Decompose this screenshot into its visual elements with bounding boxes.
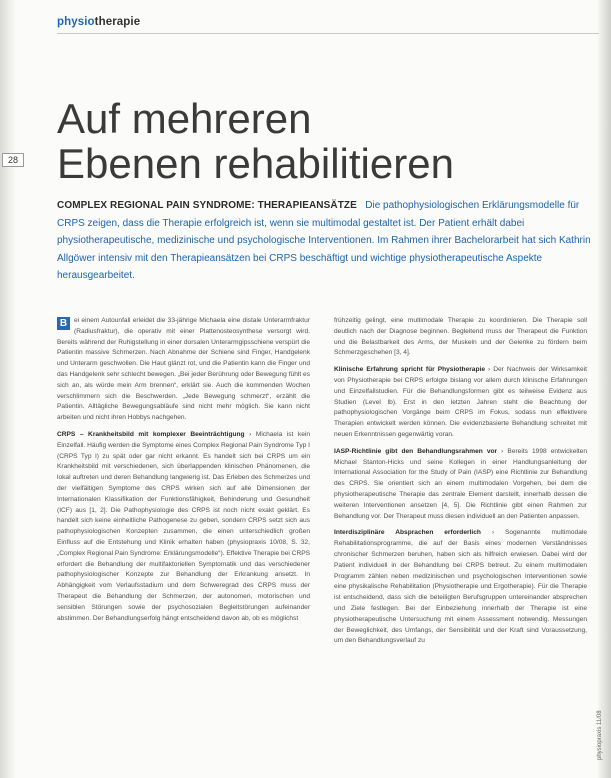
- page-number: 28: [2, 153, 24, 167]
- paragraph-heading: Interdisziplinäre Absprachen erforderlich: [334, 529, 481, 537]
- article-title: [57, 96, 577, 186]
- paragraph-heading: IASP-Richtlinie gibt den Behandlungsrahmen vor: [334, 447, 498, 455]
- paragraph-heading: CRPS – Krankheitsbild mit komplexer Beeinträchtigung: [57, 430, 245, 438]
- paragraph-text: ei einem Autounfall erleidet die 33-jährige Michaela eine distale Unterarmfraktur (Radiusfraktur), die operativ mit einer Plattenosteosynthese versorgt wird. Bereits während der Ruhigstellung in einer dorsalen Unterarmgipsschiene verspürt die Patientin massive Schmerzen. Nach Abnahme der Schiene sind Finger, Handgelenk und Unterarm geschwollen. Die Haut glänzt rot, und die Patientin kann die Finger und das Handgelenk sehr schlecht bewegen. „Bei jeder Berührung oder Bewegung fühlt es sich an, als würde mein Arm brennen“, erklärt sie. Auch die kommenden Wochen verschlimmern sich die Beschwerden. „Jede Bewegung schmerzt“, erzählt die Patientin. Alltägliche Bewegungsabläufe sind nicht mehr möglich. Sie kann nicht arbeiten und nicht ihren Hobbys nachgehen.: [57, 317, 310, 422]
- page-edge-shadow: [597, 0, 611, 778]
- paragraph-text: Sogenannte multimodale Rehabilitationsprogramme, die auf der Basis eines modernen Verständnisses chronischer Schmerzen beruhen, haben sich als hilfreich erwiesen. Dabei wird der Patient individuell in der Behandlung bei CRPS betreut. Zu einem multimodalen Programm zählen neben medizinischen und psychologischen Interventionen sowie eine physikalische Rehabilitation (Physiotherapie und Ergotherapie). Für die Therapie ist entscheidend, dass sich die beteiligten Berufsgruppen untereinander absprechen und Ziele festlegen. Bei der Einbeziehung innerhalb der Therapie ist eine physiotherapeutische Untersuchung mit einem Assessment notwendig. Messungen der Beweglichkeit, des Umfangs, der Sensibilität und der Kraft sind Voraussetzung, um den Behandlungsverlauf zu: [334, 529, 588, 645]
- lead-text: Die pathophysiologischen Erklärungsmodelle für CRPS zeigen, dass die Therapie erfolgreich ist, wenn sie multimodal gestaltet ist. Der Patient erhält dabei physiotherapeutische, medizinische und psychologische Interventionen. Im Rahmen ihrer Bachelorarbeit hat sich Kathrin Allgöwer intensiv mit den Therapieansätzen bei CRPS beschäftigt und wichtige physiotherapeutische Aspekte herausgearbeitet.: [57, 200, 591, 282]
- page-gutter-shadow: [0, 0, 16, 778]
- heading-arrow: ›: [249, 430, 256, 438]
- paragraph: [57, 316, 310, 424]
- paragraph-text: Bereits 1998 entwickelten Michael Stanton-Hicks und seine Kollegen in einer Handlungsanleitung der International Association for the Study of Pain (IASP) eine Richtlinie zur Behandlung des CRPS. Sie orientiert sich an einem multimodalen Vorgehen, bei dem die physiotherapeutische Therapie das zentrale Element darstellt, innerhalb dessen die weiteren Interventionen ansetzen [4, 5]. Die Richtlinie gibt einen Rahmen zur Behandlung vor. Der Therapeut muss diesen individuell an den Patienten anpassen.: [334, 447, 587, 520]
- heading-arrow: ›: [501, 447, 508, 455]
- title-line-1: Auf mehreren: [57, 95, 312, 142]
- section-label-suffix: therapie: [94, 16, 141, 28]
- header-rule: [57, 33, 599, 34]
- paragraph-text: Der Nachweis der Wirksamkeit von Physiotherapie bei CRPS erfolgte bislang vor allem durch klinische Erfahrungen und Einzelfallstudien. Für die Behandlungsformen gibt es teilweise Evidenz aus Studien (Level Ib). Erst in den letzten Jahren steht die Beachtung der pathophysiologischen Vorgänge beim CRPS im Fokus, sodass nun effektivere Therapien entwickelt werden können. Die evidenzbasierte Behandlung schreitet mit neuen Erkenntnissen gegenwärtig voran.: [334, 366, 587, 438]
- heading-arrow: ›: [491, 529, 505, 537]
- left-column: [57, 316, 310, 630]
- margin-note: [597, 690, 607, 760]
- lead-kicker: COMPLEX REGIONAL PAIN SYNDROME: THERAPIEANSÄTZE: [57, 200, 357, 211]
- margin-note-text: physiopraxis 11/08: [597, 710, 603, 760]
- drop-cap: B: [57, 317, 70, 330]
- heading-arrow: ›: [488, 366, 494, 374]
- section-label: [57, 16, 140, 28]
- section-label-prefix: physio: [57, 16, 95, 28]
- paragraph-text: Michaela ist kein Einzelfall. Häufig werden die Symptome eines Complex Regional Pain Syndrome Typ I (CRPS Typ I) zu spät oder gar nicht erkannt. Es handelt sich bei CRPS um ein Krankheitsbild mit verschiedenen, sich überlappenden klinischen Phänomenen, die lokal auftreten und deren Behandlung langwierig ist. Das Erleben des Schmerzes und der vielfältigen Symptome des CRPS wirken sich auf alle Dimensionen der Internationalen Klassifikation der Funktionsfähigkeit, Behinderung und Gesundheit (ICF) aus [1, 2]. Die Pathophysiologie des CRPS ist noch nicht exakt geklärt. Es handelt sich keine einheitliche Pathogenese zu geben, sondern CRPS setzt sich aus pathophysiologischen Konzepten zusammen, die einen unterschiedlich großen Einfluss auf die Entstehung und Klinik erhalten haben (physiopraxis 10/08, S. 32, „Complex Regional Pain Syndrome: Erklärungsmodelle“). Effektive Therapie bei CRPS erfordert die Behandlung der multifaktoriellen Symptomatik und das verschiedener pathophysiologischer Konzepte zur Behandlung der Erkrankung ansetzt. In Abhängigkeit vom Verlaufsstadium und dem Schweregrad des CRPS muss der Therapeut die Behandlung der Schmerzen, der autonomen, motorischen und sensiblen Störungen sowie der psychosozialen Begleitstörungen aufeinander abstimmen. Der Behandlungserfolg hängt entscheidend davon ab, ob es möglichst: [57, 430, 310, 622]
- article-lead: [57, 197, 599, 285]
- right-column: [334, 316, 587, 653]
- paragraph-text: frühzeitig gelingt, eine multimodale Therapie zu koordinieren. Die Therapie soll deutlich nach der Diagnose beginnen. Begleitend muss der Therapeut die Funktion und die Belastbarkeit des Arms, der Muskeln und der Gelenke zu fördern beim Schmerzgeschehen [3, 4].: [334, 317, 587, 357]
- paragraph: [334, 316, 587, 359]
- title-line-2: Ebenen rehabilitieren: [57, 140, 454, 187]
- paragraph-heading: Klinische Erfahrung spricht für Physiotherapie: [334, 366, 485, 374]
